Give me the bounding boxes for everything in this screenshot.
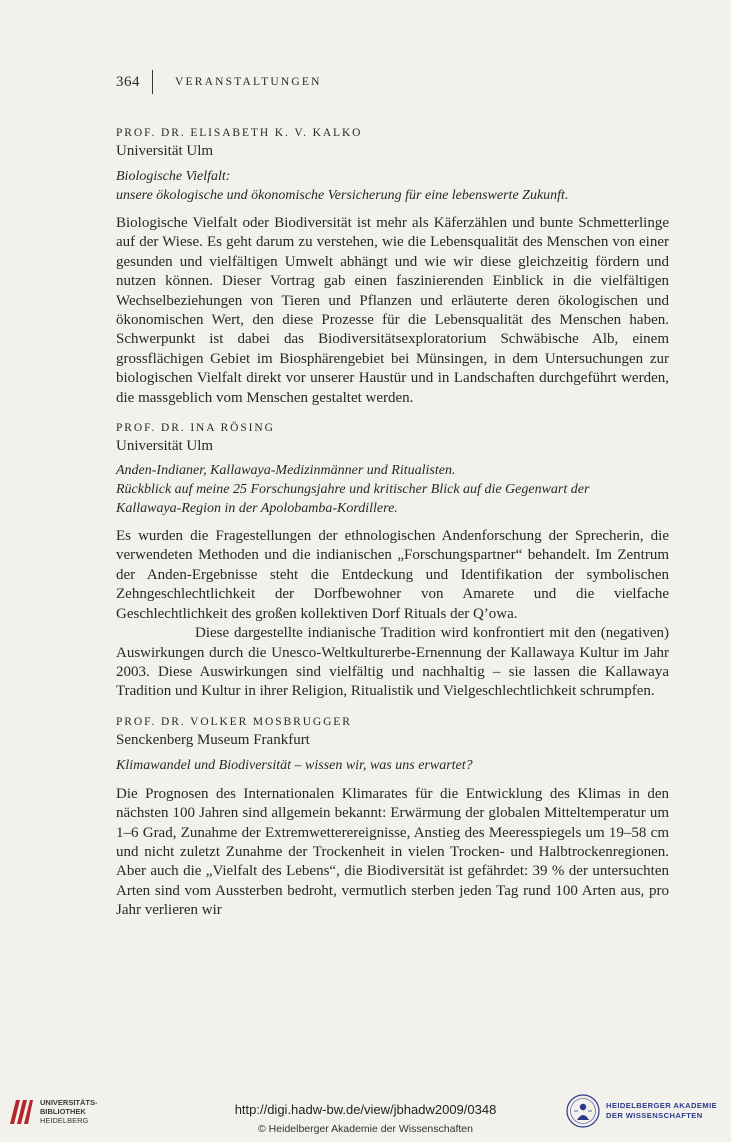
academy-logo[interactable] — [566, 1094, 717, 1128]
speaker-name: PROF. DR. ELISABETH K. V. KALKO — [116, 127, 363, 139]
abstract-paragraph: Es wurden die Fragestellungen der ethnologischen Andenforschung der Sprecherin, die verwendeten Methoden und die indianischen „Forschungspartner“ behandelt. Im Zentrum der Anden-Ergebnisse steht die Entdeckung und Identifikation der symbolischen Zehngeschlechtlichkeit der Dorfbewohner von Amarete und die vielfache Geschlechtlichkeit des großen kollektiven Dorf Rituals der Q’owa. — [116, 528, 669, 622]
lecture-title — [116, 167, 669, 205]
abstract-paragraph: Diese dargestellte indianische Tradition wird konfrontiert mit den (negativen) Auswirkungen durch die Unesco-Weltkulturerbe-Ernennung der Kallawaya Kultur im Jahr 2003. Diese Auswirkungen sind vielfältig und nachhaltig – sie lassen die Kallawaya Tradition und Kultur in ihrer Religion, Ritualistik und Vielgeschlechtlichkeit schrumpfen. — [116, 625, 669, 700]
lecture-title-line: Biologische Vielfalt: — [116, 169, 231, 184]
digitization-footer — [0, 1090, 731, 1142]
academy-name-line: DER WISSENSCHAFTEN — [606, 1111, 703, 1120]
header-divider — [152, 70, 153, 94]
library-name-line: HEIDELBERG — [40, 1115, 89, 1125]
academy-name-line: HEIDELBERGER AKADEMIE — [606, 1101, 718, 1110]
lecture-title-line: Anden-Indianer, Kallawaya-Medizinmänner und Ritualisten. — [116, 463, 456, 479]
lecture-title-line: Klimawandel und Biodiversität – wissen wir, was uns erwartet? — [116, 757, 473, 773]
academy-seal-icon — [566, 1094, 600, 1128]
lecture-abstract — [116, 785, 669, 921]
lecture-entry — [116, 419, 669, 702]
permalink-url[interactable]: http://digi.hadw-bw.de/view/jbhadw2009/0348 — [234, 1102, 497, 1117]
lecture-title-line: unsere ökologische und ökonomische Versicherung für eine lebenswerte Zukunft. — [116, 188, 569, 203]
speaker-name: PROF. DR. VOLKER MOSBRUGGER — [116, 715, 352, 728]
abstract-paragraph: Die Prognosen des Internationalen Klimarates für die Entwicklung des Klimas in den nächsten 100 Jahren sind allgemein bekannt: Erwärmung der globalen Mitteltemperatur um 1–6 Grad, Zunahme der Extremwetterereignisse, Anstieg des Meeresspiegels um 19–58 cm und nicht zuletzt Zunahme der Trockenheit in vielen Trocken- und Halbtrockenregionen. Aber auch die „Vielfalt des Lebens“, die Biodiversität ist gefährdet: 39 % der untersuchten Arten sind vom Aussterben bedroht, vermutlich sterben jeden Tag rund 100 Arten aus, pro Jahr verlieren wir — [116, 785, 669, 919]
section-title: VERANSTALTUNGEN — [175, 76, 322, 88]
lecture-title — [116, 461, 669, 518]
speaker-institution: Universität Ulm — [116, 143, 214, 159]
speaker-name: PROF. DR. INA RÖSING — [116, 422, 275, 435]
lecture-entry — [116, 713, 669, 921]
lecture-entry — [116, 124, 669, 408]
library-name-line: UNIVERSITÄTS- — [40, 1097, 98, 1107]
lecture-abstract — [116, 214, 669, 408]
page-content — [116, 124, 669, 921]
academy-name — [606, 1101, 717, 1121]
running-head — [116, 72, 322, 92]
page-number: 364 — [116, 73, 140, 90]
lecture-title-line: Kallawaya-Region in der Apolobamba-Kordillere. — [116, 501, 398, 517]
abstract-paragraph: Biologische Vielfalt oder Biodiversität ist mehr als Käferzählen und bunte Schmetterlinge auf der Wiese. Es geht darum zu verstehen, wie die Lebensqualität des Menschen von einer gesunden und vielfältigen Umwelt abhängt und wie wir diese gleichzeitig fördern und nutzen können. Dieser Vortrag gab einen faszinierenden Einblick in die vielfältigen Wechselbeziehungen von Tieren und Pflanzen und erläuterte deren ökologischen und ökonomischen Wert, den diese Prozesse für die Lebensqualität des Menschen haben. Schwerpunkt ist dabei das Biodiversitätsexploratorium Schwäbische Alb, einem grossflächigen Gebiet im Biosphärengebiet bei Münsingen, in dem Untersuchungen zur biologischen Vielfalt direkt vor unserer Haustür und in Landschaften durchgeführt werden, die massgeblich vom Menschen gestaltet werden. — [116, 215, 669, 406]
lecture-abstract — [116, 527, 669, 702]
speaker-institution: Universität Ulm — [116, 438, 214, 455]
speaker-institution: Senckenberg Museum Frankfurt — [116, 731, 310, 748]
library-name-line: BIBLIOTHEK — [40, 1106, 86, 1116]
copyright-notice: © Heidelberger Akademie der Wissenschaften — [258, 1123, 473, 1135]
lecture-title-line: Rückblick auf meine 25 Forschungsjahre und kritischer Blick auf die Gegenwart der — [116, 482, 590, 498]
lecture-title — [116, 756, 669, 775]
